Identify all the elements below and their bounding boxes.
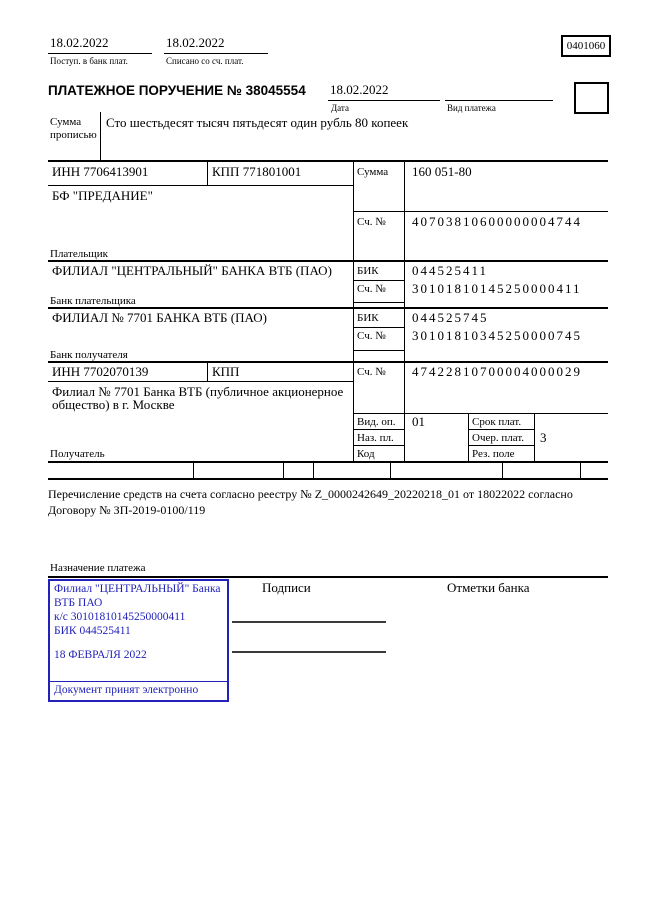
stamp-bank-name-line2: ВТБ ПАО — [54, 597, 103, 609]
divider — [48, 478, 608, 480]
beneficiary-bank-bik-label: БИК — [357, 312, 379, 324]
payer-bank-bik-label: БИК — [357, 265, 379, 277]
payer-bank-account: 30101810145250000411 — [412, 281, 582, 296]
purpose-section-label: Назначение платежа — [50, 562, 146, 574]
received-date: 18.02.2022 — [50, 35, 109, 50]
amount-words-label-1: Сумма — [50, 116, 82, 128]
divider — [48, 381, 353, 382]
received-date-label: Поступ. в банк плат. — [50, 56, 128, 66]
divider — [390, 461, 391, 478]
amount-in-words: Сто шестьдесят тысяч пятьдесят один рубль 80 копеек — [106, 115, 409, 130]
divider — [468, 445, 535, 446]
payer-account: 40703810600000004744 — [412, 214, 582, 229]
beneficiary-section-label: Получатель — [50, 448, 105, 460]
reserve-field-label: Рез. поле — [472, 448, 515, 460]
payer-bank-account-label: Сч. № — [357, 283, 386, 295]
divider — [48, 307, 608, 309]
stamp-bik: БИК 044525411 — [54, 625, 131, 637]
payer-bank-section-label: Банк плательщика — [50, 295, 136, 307]
payer-account-label: Сч. № — [357, 216, 386, 228]
beneficiary-name-line2: общество) в г. Москве — [52, 397, 175, 412]
purpose-code-label: Наз. пл. — [357, 432, 394, 444]
divider — [328, 100, 440, 101]
form-code: 0401060 — [566, 39, 606, 52]
divider — [580, 461, 581, 478]
divider — [48, 576, 608, 578]
divider — [353, 445, 405, 446]
bank-marks-label: Отметки банка — [447, 580, 530, 595]
divider — [445, 100, 553, 101]
purpose-line2: Договору № ЗП-2019-0100/119 — [48, 503, 206, 517]
divider — [468, 413, 469, 462]
signature-line — [232, 651, 386, 653]
divider — [534, 413, 535, 462]
payment-type-box — [574, 82, 609, 114]
payer-name: БФ "ПРЕДАНИЕ" — [52, 188, 153, 203]
divider — [353, 280, 405, 281]
divider — [404, 160, 405, 462]
priority-value: 3 — [540, 430, 547, 445]
payer-inn: ИНН 7706413901 — [52, 164, 149, 179]
divider — [48, 361, 608, 363]
bank-stamp — [48, 579, 229, 702]
divider — [164, 53, 268, 54]
divider — [353, 413, 608, 414]
debited-date-label: Списано со сч. плат. — [166, 56, 244, 66]
beneficiary-inn: ИНН 7702070139 — [52, 364, 149, 379]
priority-label: Очер. плат. — [472, 432, 525, 444]
divider — [193, 461, 194, 478]
code-label: Код — [357, 448, 375, 460]
divider — [353, 327, 405, 328]
op-type-label: Вид. оп. — [357, 416, 396, 428]
sum-value: 160 051-80 — [412, 164, 472, 179]
divider — [48, 185, 353, 186]
signature-line — [232, 621, 386, 623]
op-type-value: 01 — [412, 414, 425, 429]
divider — [353, 429, 405, 430]
beneficiary-bank-section-label: Банк получателя — [50, 349, 128, 361]
stamp-divider — [50, 681, 227, 682]
sum-cell-label: Сумма — [357, 166, 389, 178]
divider — [207, 361, 208, 381]
payment-type-label: Вид платежа — [447, 103, 496, 113]
divider — [353, 160, 354, 462]
payer-kpp: КПП 771801001 — [212, 164, 302, 179]
divider — [502, 461, 503, 478]
beneficiary-account-label: Сч. № — [357, 366, 386, 378]
beneficiary-name-line1: Филиал № 7701 Банка ВТБ (публичное акционерное — [52, 384, 344, 399]
beneficiary-bank-account-label: Сч. № — [357, 330, 386, 342]
beneficiary-bank-account: 30101810345250000745 — [412, 328, 582, 343]
divider — [48, 260, 608, 262]
beneficiary-kpp-label: КПП — [212, 364, 240, 379]
payer-bank-bik: 044525411 — [412, 263, 489, 278]
divider — [100, 112, 101, 161]
divider — [353, 211, 608, 212]
beneficiary-bank-name: ФИЛИАЛ № 7701 БАНКА ВТБ (ПАО) — [52, 310, 267, 325]
signatures-label: Подписи — [262, 580, 311, 595]
divider — [48, 461, 608, 463]
payer-section-label: Плательщик — [50, 248, 108, 260]
due-date-label: Срок плат. — [472, 416, 522, 428]
divider — [313, 461, 314, 478]
divider — [48, 53, 152, 54]
form-code-box — [561, 35, 611, 57]
stamp-bank-name-line1: Филиал "ЦЕНТРАЛЬНЫЙ" Банка — [54, 583, 221, 595]
amount-words-label-2: прописью — [50, 129, 97, 141]
document-title: ПЛАТЕЖНОЕ ПОРУЧЕНИЕ № 38045554 — [48, 83, 306, 98]
divider — [353, 350, 405, 351]
purpose-line1: Перечисление средств на счета согласно реестру № Z_0000242649_20220218_01 от 18022022 согласно — [48, 487, 573, 501]
document-date: 18.02.2022 — [330, 82, 389, 97]
stamp-date: 18 ФЕВРАЛЯ 2022 — [54, 649, 147, 661]
debited-date: 18.02.2022 — [166, 35, 225, 50]
divider — [353, 302, 405, 303]
divider — [207, 160, 208, 185]
payer-bank-name: ФИЛИАЛ "ЦЕНТРАЛЬНЫЙ" БАНКА ВТБ (ПАО) — [52, 263, 332, 278]
date-label: Дата — [331, 103, 349, 113]
divider — [48, 160, 608, 162]
beneficiary-bank-bik: 044525745 — [412, 310, 489, 325]
beneficiary-account: 47422810700004000029 — [412, 364, 582, 379]
divider — [283, 461, 284, 478]
divider — [468, 429, 535, 430]
stamp-corr-account: к/с 30101810145250000411 — [54, 611, 186, 623]
stamp-footer: Документ принят электронно — [54, 683, 199, 696]
